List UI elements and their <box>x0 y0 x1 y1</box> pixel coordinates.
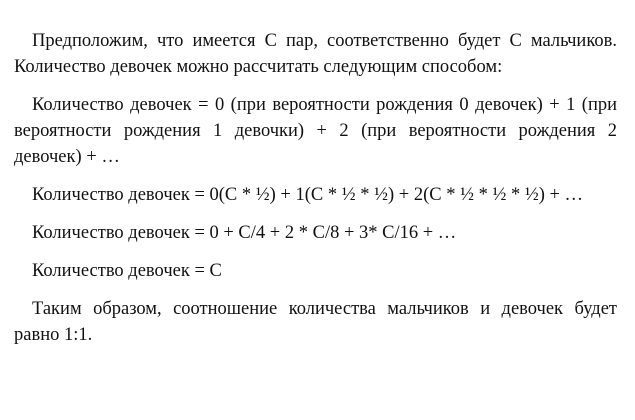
paragraph-intro: Предположим, что имеется С пар, соответственно будет С мальчиков. Количество девочек можно рассчитать следующим способом: <box>14 31 617 77</box>
paragraph-formula-result: Количество девочек = С <box>32 261 222 281</box>
paragraph-formula-expectation: Количество девочек = 0 (при вероятности рождения 0 девочек) + 1 (при вероятности рождения 1 девочки) + 2 (при вероятности рождения 2 девочек) + … <box>14 95 617 167</box>
paragraph-formula-probabilities: Количество девочек = 0(С * ½) + 1(С * ½ * ½) + 2(С * ½ * ½ * ½) + … <box>32 185 584 205</box>
paragraph-conclusion: Таким образом, соотношение количества мальчиков и девочек будет равно 1:1. <box>14 299 617 345</box>
paragraph-formula-series: Количество девочек = 0 + С/4 + 2 * С/8 + 3* С/16 + … <box>32 223 457 243</box>
